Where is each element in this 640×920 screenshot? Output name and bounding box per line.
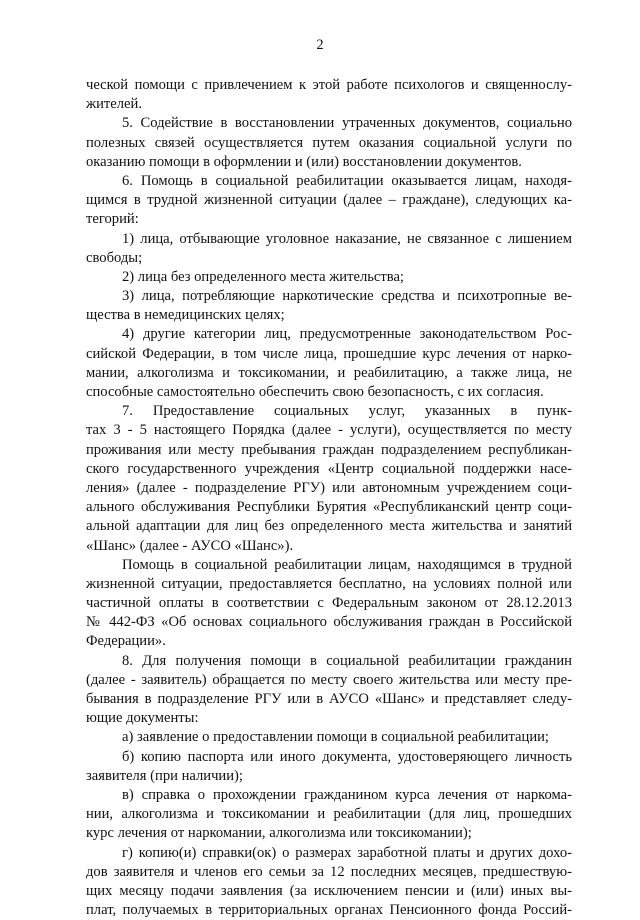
text-line: 7. Предоставление социальных услуг, указанных в пунк-: [122, 403, 572, 420]
text-line: ющие документы:: [86, 710, 199, 727]
text-line: ческой помощи с привлечением к этой работе психологов и священнослу-: [86, 77, 572, 93]
text-line: ления» (далее - подразделение РГУ) или автономным учреждением соци-: [86, 479, 572, 496]
text-line: а) заявление о предоставлении помощи в социальной реабилитации;: [122, 729, 549, 746]
text-line: в) справка о прохождении гражданином курса лечения от наркома-: [122, 786, 572, 803]
text-line: способные самостоятельно обеспечить свою безопасность, с их согласия.: [86, 384, 544, 400]
text-line: щимся в трудной жизненной ситуации (далее – граждане), следующих ка-: [86, 192, 572, 209]
text-line: «Шанс» (далее - АУСО «Шанс»).: [86, 537, 294, 554]
text-line: Федерации».: [86, 633, 166, 650]
text-line: бывания в подразделение РГУ или в АУСО «Шанс» и представляет следу-: [86, 691, 572, 707]
text-line: альной адаптации для лиц без определенного места жительства и занятий: [86, 518, 572, 535]
text-line: 2) лица без определенного места жительства;: [122, 268, 404, 285]
text-line: проживания или месту пребывания граждан подразделением республикан-: [86, 441, 572, 458]
text-line: Помощь в социальной реабилитации лицам, находящимся в трудной: [122, 556, 572, 573]
text-line: заявителя (при наличии);: [86, 767, 243, 784]
text-line: нии, алкоголизма и токсикомании и реабилитации (для лиц, прошедших: [86, 806, 572, 823]
text-line: 1) лица, отбывающие уголовное наказание, не связанное с лишением: [122, 230, 572, 247]
text-line: б) копию паспорта или иного документа, удостоверяющего личность: [122, 748, 572, 765]
text-line: сийской Федерации, в том числе лица, прошедшие курс лечения от нарко-: [86, 345, 572, 362]
text-line: (далее - заявитель) обращается по месту своего жительства или месту пре-: [86, 671, 572, 688]
text-line: ального обслуживания Республики Бурятия «Республиканский центр соци-: [86, 499, 572, 516]
text-line: частичной оплаты в соответствии с Федеральным законом от 28.12.2013: [86, 595, 572, 612]
text-line: жителей.: [86, 96, 142, 113]
text-line: 5. Содействие в восстановлении утраченных документов, социально: [122, 115, 572, 132]
document-body: [86, 76, 572, 920]
text-line: мании, алкоголизма и токсикомании, и реабилитацию, а также лица, не: [86, 364, 572, 381]
text-line: тах 3 - 5 настоящего Порядка (далее - услуги), осуществляется по месту: [86, 422, 572, 439]
text-line: щих месяцу подачи заявления (за исключением пенсии и (или) иных вы-: [86, 882, 572, 899]
text-line: полезных связей осуществляется путем оказания социальной услуги по: [86, 134, 572, 151]
text-line: курс лечения от наркомании, алкоголизма или токсикомании);: [86, 825, 472, 842]
text-line: щества в немедицинских целях;: [86, 307, 285, 324]
text-line: жизненной ситуации, предоставляется бесплатно, на условиях полной или: [86, 575, 572, 592]
text-line: 8. Для получения помощи в социальной реабилитации гражданин: [122, 652, 572, 669]
page-number: 2: [316, 37, 324, 53]
text-line: 6. Помощь в социальной реабилитации оказывается лицам, находя-: [122, 172, 572, 189]
text-line: оказанию помощи в оформлении и (или) восстановлении документов.: [86, 153, 522, 170]
text-line: плат, получаемых в территориальных органах Пенсионного фонда Россий-: [86, 902, 572, 919]
text-line: ского государственного учреждения «Центр социальной поддержки насе-: [86, 460, 572, 477]
text-line: тегорий:: [86, 211, 139, 228]
text-line: г) копию(и) справки(ок) о размерах заработной платы и других дохо-: [122, 844, 572, 861]
text-line: 3) лица, потребляющие наркотические средства и психотропные ве-: [122, 288, 572, 305]
text-line: дов заявителя и членов его семьи за 12 последних месяцев, предшествую-: [86, 863, 572, 880]
text-line: свободы;: [86, 249, 143, 266]
text-line: № 442-ФЗ «Об основах социального обслуживания граждан в Российской: [86, 614, 572, 631]
text-line: 4) другие категории лиц, предусмотренные законодательством Рос-: [122, 326, 572, 343]
